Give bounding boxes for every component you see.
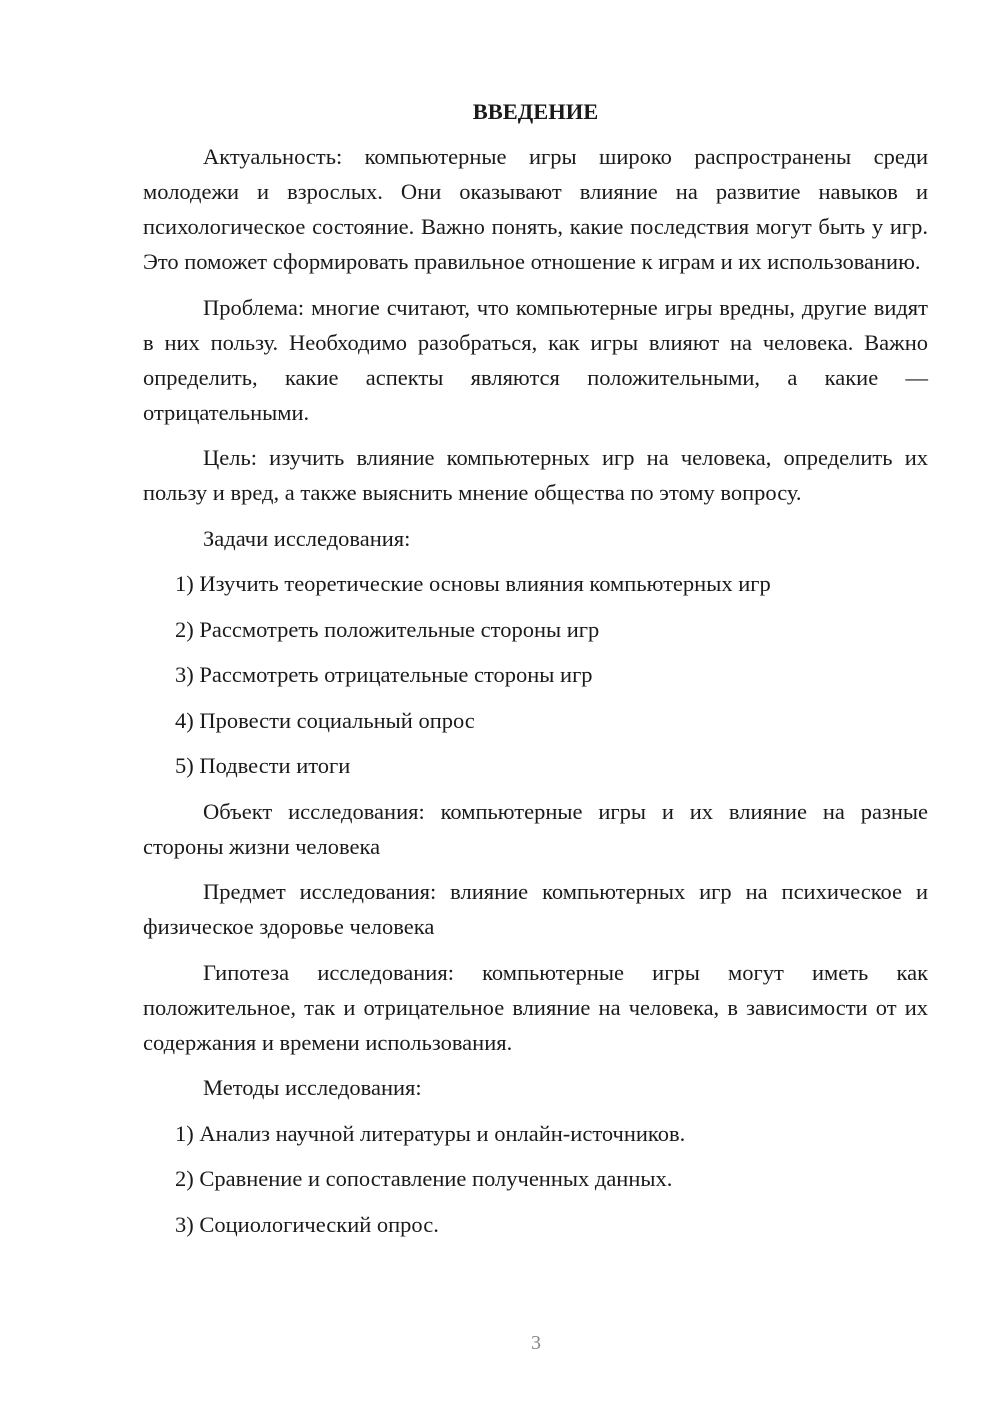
section-title: ВВЕДЕНИЕ — [472, 99, 599, 124]
list-item: 1) Анализ научной литературы и онлайн-источников. — [175, 1120, 686, 1146]
page-number: 3 — [531, 1332, 541, 1354]
list-item: 3) Социологический опрос. — [175, 1211, 439, 1237]
tasks-heading: Задачи исследования: — [203, 525, 411, 551]
subject-paragraph: Предмет исследования: влияние компьютерных игр на психическое и физическое здоровье человека — [143, 879, 928, 939]
methods-heading: Методы исследования: — [203, 1075, 422, 1100]
problem-paragraph: Проблема: многие считают, что компьютерные игры вредны, другие видят в них пользу. Необходимо разобраться, как игры влияют на человека. Важно определить, какие аспекты являются положительными, а какие — отрицательными. — [143, 294, 928, 425]
list-item: 1) Изучить теоретические основы влияния компьютерных игр — [175, 571, 771, 596]
methods-list — [143, 1116, 928, 1242]
tasks-list — [143, 566, 928, 783]
document-page — [143, 94, 928, 1252]
list-item: 2) Рассмотреть положительные стороны игр — [175, 616, 600, 642]
list-item: 2) Сравнение и сопоставление полученных данных. — [175, 1166, 673, 1191]
relevance-paragraph: Актуальность: компьютерные игры широко распространены среди молодежи и взрослых. Они оказывают влияние на развитие навыков и психологическое состояние. Важно понять, какие последствия могут быть у игр. Это поможет сформировать правильное отношение к играм и их использованию. — [143, 144, 928, 274]
list-item: 5) Подвести итоги — [175, 753, 351, 778]
object-paragraph: Объект исследования: компьютерные игры и их влияние на разные стороны жизни человека — [143, 798, 928, 859]
hypothesis-paragraph: Гипотеза исследования: компьютерные игры могут иметь как положительное, так и отрицательное влияние на человека, в зависимости от их содержания и времени использования. — [143, 959, 928, 1055]
list-item: 4) Провести социальный опрос — [175, 707, 475, 733]
list-item: 3) Рассмотреть отрицательные стороны игр — [175, 662, 593, 687]
goal-paragraph: Цель: изучить влияние компьютерных игр на человека, определить их пользу и вред, а также выяснить мнение общества по этому вопросу. — [143, 445, 928, 505]
